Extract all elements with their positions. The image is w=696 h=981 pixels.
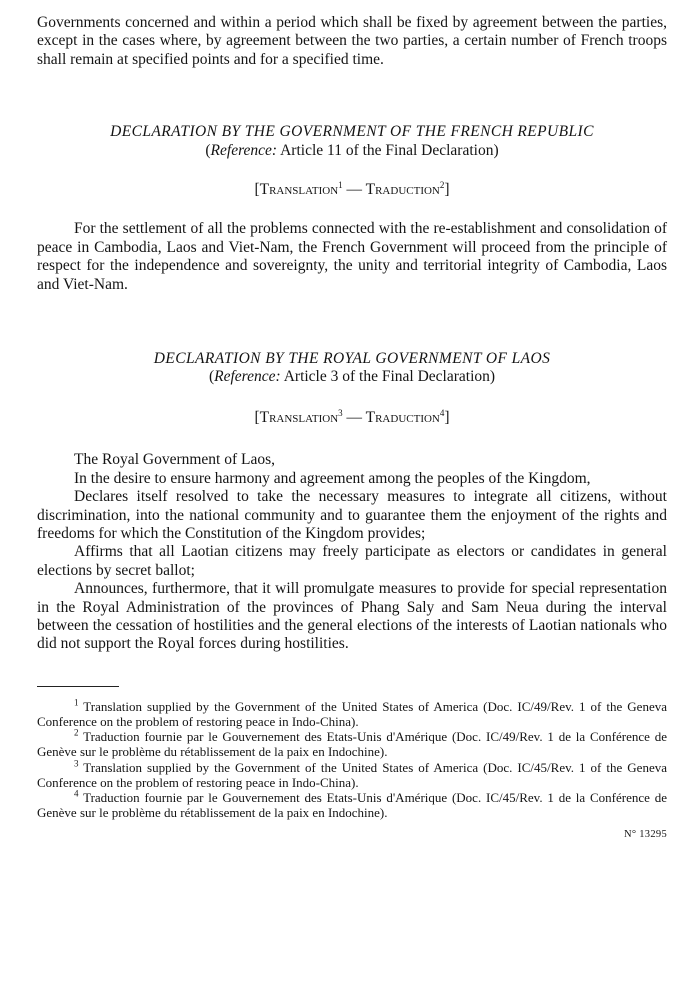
footnote-mark: 4 bbox=[74, 788, 79, 799]
laos-reference-label: Reference: bbox=[214, 368, 281, 386]
footnote-divider bbox=[37, 686, 119, 687]
laos-traduction-label: Traduction bbox=[365, 408, 440, 426]
laos-paragraph: Affirms that all Laotian citizens may freely participate as electors or candidates in general elections by secret ballot; bbox=[37, 543, 667, 579]
footnote-text: Traduction fournie par le Gouvernement des Etats-Unis d'Amérique (Doc. IC/45/Rev. 1 de la Conférence de Genève sur le problème du rétablissement de la paix en Indochine). bbox=[37, 789, 667, 821]
footnote-ref-4: 4 bbox=[439, 407, 445, 418]
laos-paragraph: The Royal Government of Laos, bbox=[74, 451, 276, 469]
french-declaration-body: For the settlement of all the problems connected with the re-establishment and consolidation of peace in Cambodia, Laos and Viet-Nam, the French Government will proceed from the principle of respect for the independence and sovereignty, the unity and territorial integrity of Cambodia, Laos and Viet-Nam. bbox=[37, 220, 667, 293]
laos-translation-label: Translation bbox=[259, 408, 339, 426]
french-translation-note: [Translation$^1$ — Traduction$^2$] bbox=[254, 179, 450, 199]
intro-paragraph: Governments concerned and within a period which shall be fixed by agreement between the parties, except in the cases where, by agreement between the two parties, a certain number of French troops shall remain at specified points and for a specified time. bbox=[37, 14, 667, 68]
laos-separator: — bbox=[342, 408, 366, 426]
footnote-mark: 2 bbox=[74, 727, 79, 738]
french-translation-label: Translation bbox=[259, 181, 339, 199]
footnote bbox=[37, 760, 667, 790]
laos-reference-text: Article 3 of the Final Declaration) bbox=[280, 368, 496, 386]
footnote-text: Translation supplied by the Government of the United States of America (Doc. IC/45/Rev. 1 of the Geneva Conference on the problem of restoring peace in Indo-China). bbox=[37, 759, 667, 790]
footnote-ref-1: 1 bbox=[338, 179, 343, 190]
laos-paragraph: In the desire to ensure harmony and agreement among the peoples of the Kingdom, bbox=[74, 469, 591, 487]
document-page bbox=[37, 14, 667, 840]
footnote-mark: 1 bbox=[74, 697, 79, 708]
footnote-text: Translation supplied by the Government of the United States of America (Doc. IC/49/Rev. 1 of the Geneva Conference on the problem of restoring peace in Indo-China). bbox=[37, 698, 667, 729]
laos-translation-note: [Translation$^3$ — Traduction$^4$] bbox=[254, 407, 450, 426]
french-traduction-label: Traduction bbox=[365, 181, 440, 199]
footnote-ref-2: 2 bbox=[439, 179, 445, 190]
laos-paragraph: Declares itself resolved to take the necessary measures to integrate all citizens, without discrimination, into the national community and to guarantee them the enjoyment of the rights and freedoms for which the Constitution of the Kingdom provides; bbox=[37, 488, 667, 542]
french-declaration-heading bbox=[37, 123, 667, 160]
footnote-text: Traduction fournie par le Gouvernement des Etats-Unis d'Amérique (Doc. IC/49/Rev. 1 de la Conférence de Genève sur le problème du rétablissement de la paix en Indochine). bbox=[37, 729, 667, 760]
laos-declaration-heading bbox=[37, 350, 667, 387]
french-reference-text: Article 11 of the Final Declaration) bbox=[277, 141, 499, 159]
footnote-mark: 3 bbox=[74, 758, 79, 769]
laos-declaration-title: DECLARATION BY THE ROYAL GOVERNMENT OF LAOS bbox=[153, 350, 551, 368]
french-reference-label: Reference: bbox=[210, 141, 278, 159]
footnote bbox=[37, 790, 667, 820]
french-separator: — bbox=[342, 181, 366, 199]
french-declaration-reference: (Reference: Article 11 of the Final Declaration) bbox=[205, 141, 499, 159]
laos-declaration-reference: (Reference: Article 3 of the Final Declaration) bbox=[208, 368, 496, 386]
footnote-ref-3: 3 bbox=[338, 407, 343, 418]
document-number: N° 13295 bbox=[623, 829, 667, 841]
laos-paragraph: Announces, furthermore, that it will promulgate measures to provide for special representation in the Royal Administration of the provinces of Phang Saly and Sam Neua during the interval between the cessation of hostilities and the general elections of the interests of Laotian nationals who did not support the Royal forces during hostilities. bbox=[37, 580, 667, 653]
footnote bbox=[37, 729, 667, 759]
footnote bbox=[37, 699, 667, 729]
french-declaration-title: DECLARATION BY THE GOVERNMENT OF THE FRENCH REPUBLIC bbox=[110, 123, 594, 141]
